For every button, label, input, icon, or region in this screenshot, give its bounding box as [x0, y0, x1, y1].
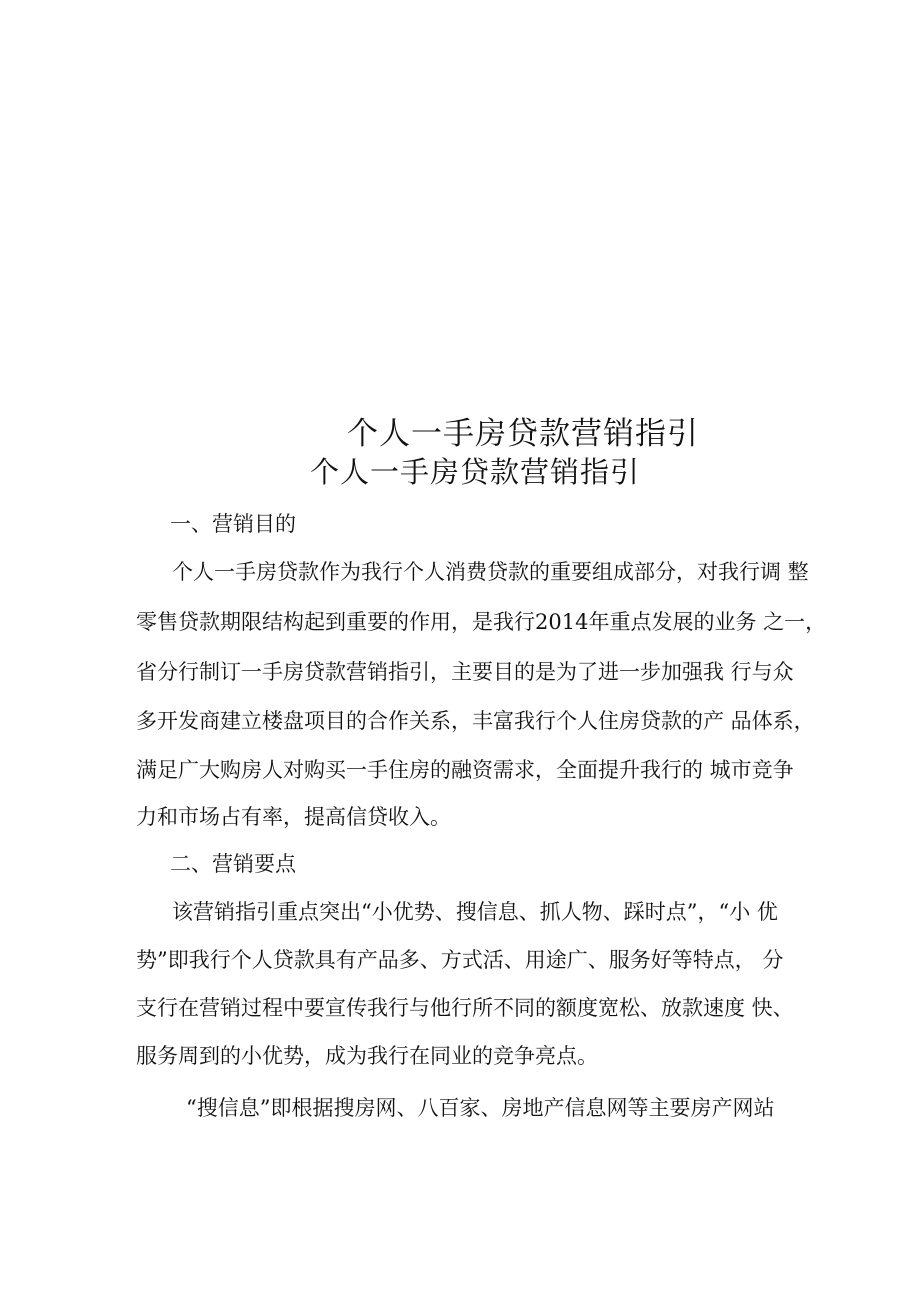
paragraph-line: 多开发商建立楼盘项目的合作关系，丰富我行个人住房贷款的产 品体系，: [136, 709, 815, 733]
paragraph-line: “搜信息”即根据搜房网、八百家、房地产信息网等主要房产网站: [186, 1096, 775, 1120]
paragraph-line: 支行在营销过程中要宣传我行与他行所不同的额度宽松、放款速度 快、: [136, 996, 794, 1020]
paragraph-line: 该营销指引重点突出“小优势、搜信息、抓人物、踩时点”，“小 优: [172, 900, 778, 924]
section-heading-purpose: 一、营销目的: [170, 512, 296, 536]
paragraph-line: 势”即我行个人贷款具有产品多、方式活、用途广、服务好等特点， 分: [136, 948, 784, 972]
paragraph-line: 服务周到的小优势，成为我行在同业的竞争亮点。: [136, 1044, 598, 1068]
document-subtitle: 个人一手房贷款营销指引: [310, 455, 641, 489]
paragraph-line: 个人一手房贷款作为我行个人消费贷款的重要组成部分，对我行调 整: [172, 560, 809, 584]
paragraph-line: 省分行制订一手房贷款营销指引，主要目的是为了进一步加强我 行与众: [136, 660, 794, 684]
paragraph-line: 力和市场占有率，提高信贷收入。: [136, 805, 451, 829]
section-heading-key-points: 二、营销要点: [170, 852, 296, 876]
paragraph-line: 零售贷款期限结构起到重要的作用，是我行2014年重点发展的业务 之一，: [136, 610, 827, 634]
paragraph-line: 满足广大购房人对购买一手住房的融资需求，全面提升我行的 城市竞争: [136, 758, 794, 782]
document-title: 个人一手房贷款营销指引: [347, 416, 699, 452]
